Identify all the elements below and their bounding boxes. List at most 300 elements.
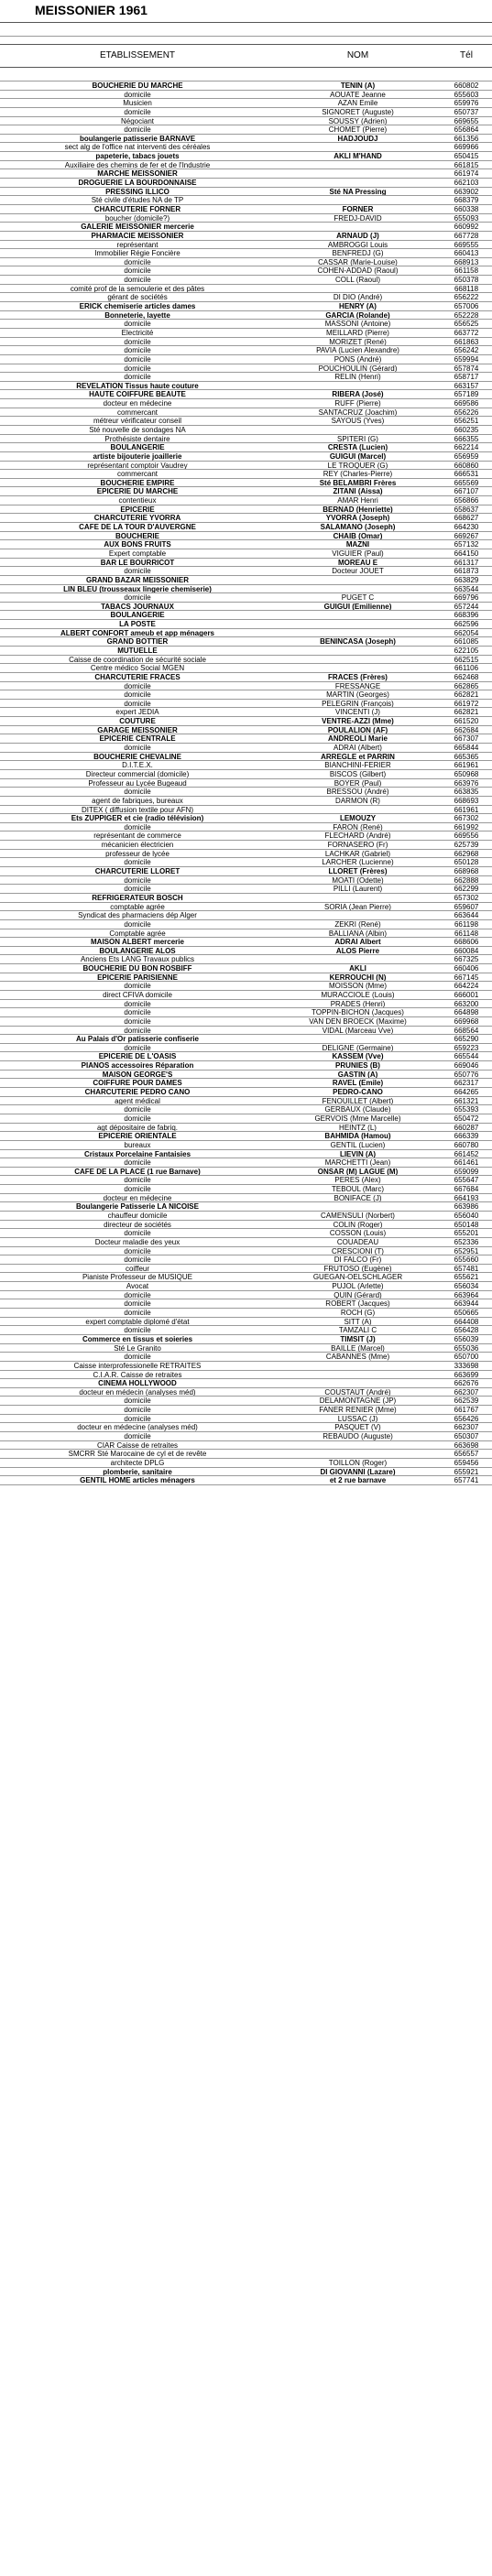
name-cell: HENRY (A)	[339, 302, 377, 310]
blank-row	[0, 23, 492, 37]
name-cell: DELIGNE (Germaine)	[322, 1043, 394, 1052]
establishment-cell: CAFE DE LA TOUR D'AUVERGNE	[79, 523, 196, 531]
phone-cell: 650472	[454, 1114, 479, 1123]
phone-cell: 665290	[454, 1035, 479, 1043]
phone-cell: 650737	[454, 107, 479, 116]
phone-cell: 657302	[454, 893, 479, 902]
table-row	[0, 647, 492, 656]
phone-cell: 667325	[454, 955, 479, 964]
establishment-cell: boulangerie patisserie BARNAVE	[79, 134, 196, 143]
establishment-cell: GALERIE MEISSONIER mercerie	[81, 223, 194, 231]
table-row	[0, 761, 492, 770]
phone-cell: 659607	[454, 902, 479, 911]
name-cell: CRESCIONI (T)	[332, 1246, 384, 1255]
establishment-cell: COIFFURE POUR DAMES	[93, 1079, 182, 1088]
name-cell: VIDAL (Marceau Vve)	[322, 1026, 394, 1035]
table-row	[0, 1221, 492, 1230]
name-cell	[275, 620, 441, 628]
establishment-cell: BOUCHERIE EMPIRE	[100, 478, 175, 487]
name-cell: COHEN-ADDAD (Raoul)	[317, 266, 399, 276]
phone-cell: 655647	[454, 1176, 479, 1185]
establishment-cell: LIN BLEU (trousseaux lingerie chemiserie)	[63, 584, 212, 593]
name-cell: VIGUIER (Paul)	[332, 549, 384, 558]
table-row	[0, 214, 492, 223]
phone-cell: 661148	[454, 929, 479, 938]
name-cell: POULALION (AF)	[327, 725, 388, 734]
name-cell: CABANNES (Mme)	[325, 1353, 390, 1361]
establishment-cell: agent médical	[115, 1096, 160, 1105]
table-row	[0, 973, 492, 983]
table-row	[0, 1052, 492, 1061]
phone-cell: 661158	[454, 266, 479, 276]
establishment-cell: agent de fabriques, bureaux	[92, 796, 183, 805]
phone-cell: 665365	[454, 752, 479, 761]
phone-cell: 662539	[454, 1397, 479, 1406]
establishment-cell: COUTURE	[119, 717, 156, 725]
establishment-cell: domicile	[124, 1158, 151, 1167]
establishment-cell: GENTIL HOME articles ménagers	[80, 1476, 195, 1484]
name-cell: COUADEAU	[336, 1237, 379, 1246]
name-cell: DI GIOVANNI (Lazare)	[320, 1467, 396, 1476]
name-cell	[275, 1450, 441, 1458]
name-cell	[275, 426, 441, 434]
establishment-cell: D.I.T.E.X.	[122, 761, 153, 769]
establishment-cell: domicile	[124, 788, 151, 796]
name-cell: PILLI (Laurent)	[333, 885, 383, 893]
establishment-cell: architecte DPLG	[110, 1458, 165, 1467]
establishment-cell: mécanicien électricien	[101, 841, 174, 849]
table-row	[0, 1071, 492, 1080]
phone-cell: 656034	[454, 1282, 479, 1290]
phone-cell: 667107	[454, 487, 479, 496]
establishment-cell: BOUCHERIE DU MARCHE	[92, 82, 183, 90]
name-cell: COLIN (Roger)	[333, 1220, 383, 1229]
phone-cell: 664224	[454, 982, 479, 990]
phone-cell: 667307	[454, 734, 479, 744]
name-cell	[275, 647, 441, 655]
name-cell: AKLI M'HAND	[333, 152, 382, 160]
table-row	[0, 108, 492, 117]
phone-cell: 333698	[454, 1361, 479, 1370]
establishment-cell: PIANOS accessoires Réparation	[81, 1061, 194, 1070]
table-row	[0, 329, 492, 338]
establishment-cell: docteur en médecine	[103, 1193, 172, 1202]
establishment-cell: domicile	[124, 257, 151, 266]
name-cell: ZITANI (Aissa)	[333, 487, 383, 496]
phone-cell: 663644	[454, 911, 479, 919]
name-cell: ADRAI Albert	[334, 938, 381, 946]
name-cell: FORNASERO (Fr)	[327, 841, 388, 849]
phone-cell: 661520	[454, 717, 479, 725]
table-row	[0, 620, 492, 629]
table-row	[0, 1282, 492, 1291]
phone-cell: 663772	[454, 328, 479, 337]
table-row	[0, 143, 492, 152]
establishment-cell: domicile	[124, 885, 151, 893]
phone-cell: 657874	[454, 364, 479, 373]
establishment-cell: docteur en médecin (analyses méd)	[79, 1387, 196, 1397]
name-cell: AZAN Emile	[337, 99, 378, 107]
phone-cell: 662307	[454, 1423, 479, 1432]
table-row	[0, 797, 492, 806]
table-row	[0, 1432, 492, 1441]
table-row	[0, 1079, 492, 1088]
phone-cell: 656039	[454, 1334, 479, 1343]
table-row	[0, 673, 492, 682]
phone-cell: 660860	[454, 461, 479, 470]
phone-cell: 664230	[454, 523, 479, 531]
establishment-cell: Sté Le Granito	[114, 1343, 161, 1353]
establishment-cell: Bonneterie, layette	[104, 310, 170, 320]
phone-cell: 661972	[454, 699, 479, 708]
name-cell: TOPPIN-BICHON (Jacques)	[312, 1008, 404, 1016]
establishment-cell: Avocat	[126, 1282, 149, 1290]
name-cell	[275, 169, 441, 178]
phone-cell: 652228	[454, 310, 479, 320]
table-row	[0, 947, 492, 956]
name-cell	[275, 585, 441, 593]
phone-cell: 656428	[454, 1326, 479, 1334]
table-row	[0, 1388, 492, 1397]
phone-cell: 656864	[454, 125, 479, 134]
table-row	[0, 744, 492, 753]
phone-cell: 658717	[454, 373, 479, 381]
table-row	[0, 1335, 492, 1344]
establishment-cell: domicile	[124, 364, 151, 373]
name-cell: RUFF (Pierre)	[334, 399, 381, 408]
table-row	[0, 938, 492, 947]
name-cell: GUIGUI (Emilienne)	[323, 602, 392, 611]
phone-cell: 669556	[454, 831, 479, 841]
table-row	[0, 806, 492, 815]
name-cell: CRESTA (Lucien)	[327, 443, 388, 451]
table-row	[0, 188, 492, 197]
name-cell: BISCOS (Gilbert)	[329, 769, 387, 778]
establishment-cell: EPICERIE PARISIENNE	[97, 973, 178, 982]
table-row	[0, 205, 492, 214]
phone-cell: 656866	[454, 496, 479, 505]
name-cell: ADRAI (Albert)	[333, 744, 382, 752]
establishment-cell: Commerce en tissus et soieries	[82, 1334, 193, 1343]
phone-cell: 666355	[454, 434, 479, 443]
phone-cell: 659994	[454, 354, 479, 364]
name-cell: CAMENSULI (Norbert)	[321, 1212, 395, 1220]
table-row	[0, 708, 492, 717]
establishment-cell: Cristaux Porcelaine Fantaisies	[83, 1149, 191, 1158]
establishment-cell: domicile	[124, 1016, 151, 1026]
name-cell: GUEGAN-OELSCHLAGER	[312, 1273, 403, 1282]
table-row	[0, 1124, 492, 1133]
establishment-cell: Immobilier Régie Foncière	[94, 249, 180, 257]
establishment-cell: domicile	[124, 107, 151, 116]
phone-cell: 663200	[454, 999, 479, 1008]
phone-cell: 665844	[454, 744, 479, 752]
name-cell: BRESSOU (André)	[326, 788, 389, 796]
name-cell: VAN DEN BROECK (Maxime)	[309, 1016, 407, 1026]
table-row	[0, 823, 492, 832]
establishment-cell: GARAGE MEISSONIER	[97, 725, 178, 734]
table-row	[0, 125, 492, 135]
establishment-cell: expert JEDIA	[115, 708, 159, 717]
table-row	[0, 302, 492, 311]
name-cell: BIANCHINI-FERIER	[324, 761, 391, 769]
name-cell: MOREAU E	[337, 558, 378, 567]
establishment-cell: ERICK chemiserie articles dames	[79, 302, 196, 310]
name-cell: ROBERT (Jacques)	[325, 1299, 390, 1309]
establishment-cell: domicile	[124, 567, 151, 575]
phone-cell: 650307	[454, 1432, 479, 1440]
name-cell: REBAUDO (Auguste)	[323, 1432, 393, 1440]
establishment-cell: LA POSTE	[119, 620, 156, 628]
establishment-cell: domicile	[124, 1185, 151, 1193]
table-row	[0, 885, 492, 894]
name-cell: FRUTOSO (Eugène)	[323, 1264, 392, 1273]
phone-cell: 661863	[454, 337, 479, 346]
establishment-cell: domicile	[124, 354, 151, 364]
establishment-cell: REVELATION Tissus haute couture	[76, 381, 199, 390]
establishment-cell: CHARCUTERIE PEDRO CANO	[84, 1088, 191, 1096]
name-cell: TOILLON (Roger)	[328, 1458, 388, 1467]
table-row	[0, 1247, 492, 1256]
phone-cell: 666339	[454, 1132, 479, 1140]
name-cell: YVORRA (Joseph)	[325, 514, 390, 523]
phone-cell: 661961	[454, 761, 479, 769]
phone-cell: 622105	[454, 647, 479, 655]
establishment-cell: artiste bijouterie joaillerie	[93, 451, 182, 461]
establishment-cell: Professeur au Lycée Bugeaud	[88, 778, 187, 788]
establishment-cell: domicile	[124, 337, 151, 346]
name-cell: MOATI (Odette)	[332, 875, 384, 885]
header-name: NOM	[346, 50, 369, 60]
table-row	[0, 311, 492, 321]
table-row	[0, 532, 492, 541]
establishment-cell: Caisse de coordination de sécurité sociale	[69, 655, 206, 664]
phone-cell: 668693	[454, 796, 479, 805]
phone-cell: 652336	[454, 1237, 479, 1246]
phone-cell: 659099	[454, 1167, 479, 1176]
phone-cell: 625739	[454, 841, 479, 849]
name-cell: POUCHOULIN (Gérard)	[318, 364, 398, 373]
establishment-cell: BOULANGERIE	[110, 611, 165, 620]
establishment-cell: PRESSING ILLICO	[105, 187, 169, 196]
establishment-cell: domicile	[124, 266, 151, 276]
table-row	[0, 779, 492, 788]
phone-cell: 660406	[454, 964, 479, 973]
establishment-cell: Syndicat des pharmaciens dép Alger	[78, 911, 197, 919]
phone-cell: 669586	[454, 399, 479, 408]
phone-cell: 666531	[454, 470, 479, 478]
establishment-cell: docteur en médecine (analyses méd)	[77, 1423, 198, 1432]
establishment-cell: domicile	[124, 1246, 151, 1255]
table-row	[0, 1008, 492, 1017]
establishment-cell: domicile	[124, 875, 151, 885]
phone-cell: 657741	[454, 1476, 479, 1484]
table-row	[0, 452, 492, 462]
name-cell: COSSON (Louis)	[329, 1229, 387, 1237]
table-row	[0, 99, 492, 108]
phone-cell: 656557	[454, 1450, 479, 1458]
name-cell: TAMZALI C	[338, 1326, 377, 1334]
name-cell: FRACES (Frères)	[328, 672, 388, 681]
table-row	[0, 1476, 492, 1485]
table-row	[0, 559, 492, 568]
name-cell: PEDRO-CANO	[333, 1088, 383, 1096]
phone-cell: 662676	[454, 1379, 479, 1387]
name-cell: ARREGLE et PARRIN	[321, 752, 395, 761]
phone-cell: 656525	[454, 320, 479, 328]
phone-cell: 655660	[454, 1255, 479, 1264]
table-row	[0, 196, 492, 205]
phone-cell: 650700	[454, 1353, 479, 1361]
phone-cell: 662054	[454, 628, 479, 637]
establishment-cell: TABACS JOURNAUX	[101, 602, 174, 611]
name-cell	[275, 1379, 441, 1387]
phone-cell: 668564	[454, 1026, 479, 1035]
name-cell: Docteur JOUET	[332, 567, 384, 575]
phone-cell: 660084	[454, 946, 479, 955]
name-cell: Sté NA Pressing	[329, 187, 387, 196]
establishment-cell: plomberie, sanitaire	[103, 1467, 172, 1476]
name-cell	[275, 196, 441, 204]
establishment-cell: MAISON ALBERT mercerie	[91, 938, 184, 946]
phone-cell: 663699	[454, 1370, 479, 1379]
name-cell: AOUATE Jeanne	[330, 90, 386, 99]
establishment-cell: domicile	[124, 1353, 151, 1361]
name-cell: KERROUCHI (N)	[329, 973, 387, 982]
table-row	[0, 1468, 492, 1477]
establishment-cell: Centre médico Social MGEN	[90, 664, 185, 672]
name-cell	[275, 285, 441, 293]
establishment-cell: BOULANGERIE ALOS	[99, 946, 176, 955]
name-cell: Sté BELAMBRI Frères	[319, 478, 397, 487]
phone-cell: 664193	[454, 1193, 479, 1202]
establishment-cell: domicile	[124, 373, 151, 381]
phone-cell: 660338	[454, 204, 479, 213]
name-cell: BAHMIDA (Hamou)	[324, 1132, 391, 1140]
establishment-cell: Négociant	[120, 116, 155, 125]
establishment-cell: domicile	[124, 982, 151, 990]
table-row	[0, 285, 492, 294]
name-cell	[275, 1441, 441, 1450]
phone-cell: 663964	[454, 1290, 479, 1299]
name-cell: PUJOL (Arlette)	[332, 1282, 384, 1290]
name-cell: COLL (Raoul)	[334, 276, 381, 284]
establishment-cell: HAUTE COIFFURE BEAUTE	[89, 390, 186, 399]
phone-cell: 657132	[454, 540, 479, 549]
establishment-cell: domicile	[124, 276, 151, 284]
phone-cell: 668379	[454, 196, 479, 204]
name-cell: GARCIA (Rolande)	[325, 310, 390, 320]
name-cell: REY (Charles-Pierre)	[323, 470, 393, 478]
phone-cell: 660802	[454, 82, 479, 90]
establishment-cell: domicile	[124, 858, 151, 867]
phone-cell: 667684	[454, 1185, 479, 1193]
name-cell: GENTIL (Lucien)	[330, 1140, 386, 1149]
table-row	[0, 1141, 492, 1150]
establishment-cell: Ets ZUPPIGER et cie (radio télévision)	[71, 814, 204, 822]
table-row	[0, 690, 492, 700]
name-cell: KASSEM (Vve)	[332, 1052, 384, 1061]
phone-cell: 662515	[454, 655, 479, 664]
establishment-cell: directeur de sociétés	[104, 1220, 171, 1229]
name-cell: BALLIANA (Albin)	[328, 929, 388, 938]
name-cell: BOYER (Paul)	[333, 778, 382, 788]
phone-cell: 661873	[454, 567, 479, 575]
table-row	[0, 637, 492, 647]
table-row	[0, 1044, 492, 1053]
establishment-cell: boucher (domicile?)	[104, 213, 170, 223]
establishment-cell: contentieux	[118, 496, 157, 505]
phone-cell: 663544	[454, 584, 479, 593]
establishment-cell: direct CFIVA domicile	[103, 990, 172, 999]
table-row	[0, 382, 492, 391]
table-row	[0, 1229, 492, 1238]
table-row	[0, 169, 492, 179]
name-cell: ARNAUD (J)	[336, 231, 379, 240]
establishment-cell: domicile	[124, 1105, 151, 1114]
name-cell: MURACCIOLE (Louis)	[321, 990, 395, 999]
phone-cell: 661106	[454, 664, 479, 672]
phone-cell: 661767	[454, 1406, 479, 1414]
name-cell	[275, 1035, 441, 1043]
phone-cell: 656040	[454, 1212, 479, 1220]
establishment-cell: représentant de commerce	[93, 831, 181, 841]
name-cell	[275, 911, 441, 919]
name-cell: GERBAUX (Claude)	[324, 1105, 391, 1114]
establishment-cell: Comptable agrée	[109, 929, 166, 938]
table-row	[0, 1027, 492, 1036]
table-row	[0, 876, 492, 886]
phone-cell: 668968	[454, 867, 479, 875]
name-cell: ONSAR (M) LAGUE (M)	[317, 1167, 399, 1176]
table-row	[0, 258, 492, 267]
name-cell: LARCHER (Lucienne)	[322, 858, 394, 867]
phone-cell: 655093	[454, 213, 479, 223]
phone-cell: 663829	[454, 575, 479, 584]
establishment-cell: comptable agrée	[110, 902, 165, 911]
name-cell: ZEKRI (René)	[334, 919, 381, 929]
name-cell: CHOMET (Pierre)	[328, 125, 388, 134]
name-cell: MAZNI	[345, 540, 370, 549]
table-row	[0, 549, 492, 559]
table-row	[0, 682, 492, 691]
phone-cell: 650128	[454, 858, 479, 867]
name-cell: MARTIN (Georges)	[326, 690, 389, 699]
phone-cell: 668627	[454, 514, 479, 523]
phone-cell: 650968	[454, 769, 479, 778]
phone-cell: 668118	[454, 284, 479, 293]
establishment-cell: Prothésiste dentaire	[104, 434, 170, 443]
establishment-cell: papeterie, tabacs jouets	[95, 152, 180, 160]
name-cell	[275, 143, 441, 151]
establishment-cell: domicile	[124, 822, 151, 831]
name-cell	[275, 894, 441, 902]
table-row	[0, 223, 492, 232]
establishment-cell: domicile	[124, 1043, 151, 1052]
establishment-cell: domicile	[124, 1414, 151, 1423]
phone-cell: 662214	[454, 443, 479, 451]
phone-cell: 661815	[454, 160, 479, 169]
phone-cell: 656251	[454, 417, 479, 425]
table-row	[0, 831, 492, 841]
table-row	[0, 179, 492, 188]
name-cell: MEILLARD (Pierre)	[326, 328, 389, 337]
table-row	[0, 346, 492, 355]
sheet-title-row	[0, 0, 492, 23]
name-cell: SIGNORET (Auguste)	[322, 107, 394, 116]
name-cell: PONS (André)	[333, 354, 382, 364]
phone-cell: 661085	[454, 637, 479, 646]
